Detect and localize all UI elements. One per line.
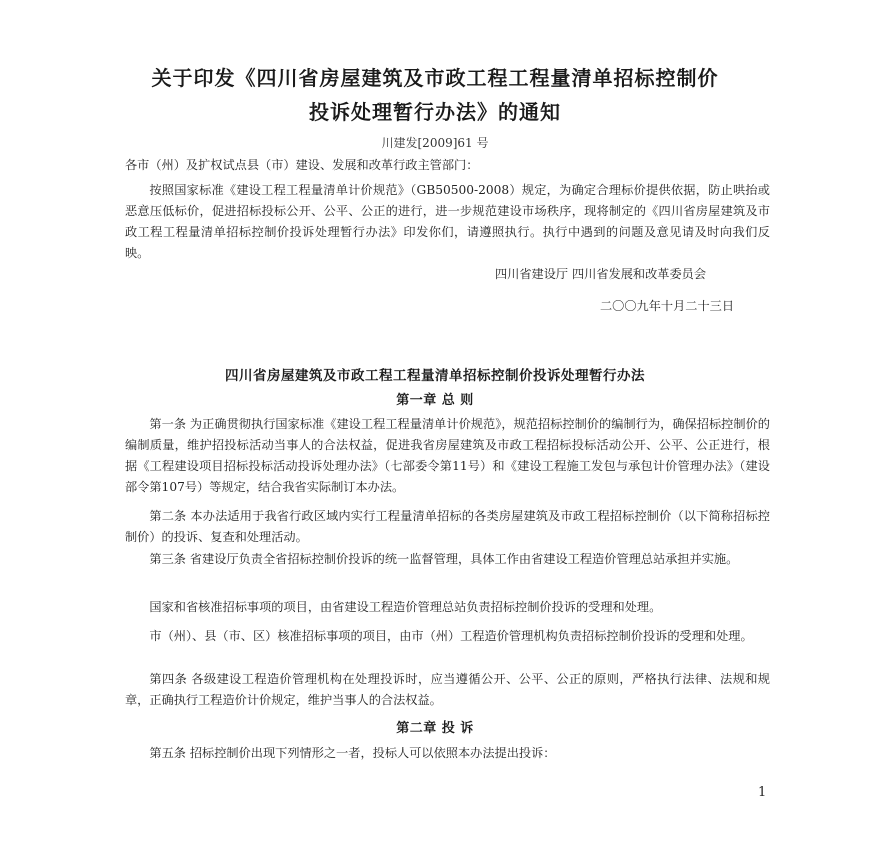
article-2: 第二条 本办法适用于我省行政区域内实行工程量清单招标的各类房屋建筑及市政工程招标控制价（以下简称招标控制价）的投诉、复查和处理活动。	[125, 509, 770, 544]
article-4: 第四条 各级建设工程造价管理机构在处理投诉时，应当遵循公开、公平、公正的原则，严格执行法律、法规和规章，正确执行工程造价计价规定，维护当事人的合法权益。	[125, 672, 770, 707]
notice-body: 按照国家标准《建设工程工程量清单计价规范》（GB50500-2008）规定，为确定合理标价提供依据，防止哄抬或恶意压低标价，促进招标投标公开、公平、公正的进行，进一步规范建设市场秩序，现将制定的《四川省房屋建筑及市政工程工程量清单招标控制价投诉处理暂行办法》印发你们，请遵照执行。执行中遇到的问题及意见请及时向我们反映。	[125, 183, 770, 260]
notice-title-line2: 投诉处理暂行办法》的通知	[309, 100, 561, 124]
page-number: 1	[758, 785, 767, 800]
measures-title: 四川省房屋建筑及市政工程工程量清单招标控制价投诉处理暂行办法	[225, 368, 645, 384]
article-3-paragraph-3: 市（州）、县（市、区）核准招标事项的项目，由市（州）工程造价管理机构负责招标控制价投诉的受理和处理。	[149, 629, 753, 643]
addressee: 各市（州）及扩权试点县（市）建设、发展和改革行政主管部门：	[125, 158, 479, 172]
issuing-authorities: 四川省建设厅 四川省发展和改革委员会	[495, 267, 707, 281]
chapter-2-heading: 第二章 投 诉	[396, 721, 474, 736]
article-3-paragraph-2: 国家和省核准招标事项的项目，由省建设工程造价管理总站负责招标控制价投诉的受理和处理。	[149, 600, 662, 614]
article-3: 第三条 省建设厅负责全省招标控制价投诉的统一监督管理，具体工作由省建设工程造价管理总站承担并实施。	[149, 552, 739, 566]
chapter-1-heading: 第一章 总 则	[396, 393, 474, 408]
document-number: 川建发[2009]61 号	[381, 136, 489, 150]
article-1: 第一条 为正确贯彻执行国家标准《建设工程工程量清单计价规范》，规范招标控制价的编制行为，确保招标控制价的编制质量，维护招投标活动当事人的合法权益，促进我省房屋建筑及市政工程招标投标活动公开、公平、公正进行，根据《工程建设项目招标投标活动投诉处理办法》（七部委令第11号）和《建设工程施工发包与承包计价管理办法》（建设部令第107号）等规定，结合我省实际制订本办法。	[125, 417, 770, 494]
notice-title-line1: 关于印发《四川省房屋建筑及市政工程工程量清单招标控制价	[151, 66, 719, 90]
issue-date: 二〇〇九年十月二十三日	[600, 299, 735, 313]
article-5: 第五条 招标控制价出现下列情形之一者，投标人可以依照本办法提出投诉：	[149, 746, 556, 760]
